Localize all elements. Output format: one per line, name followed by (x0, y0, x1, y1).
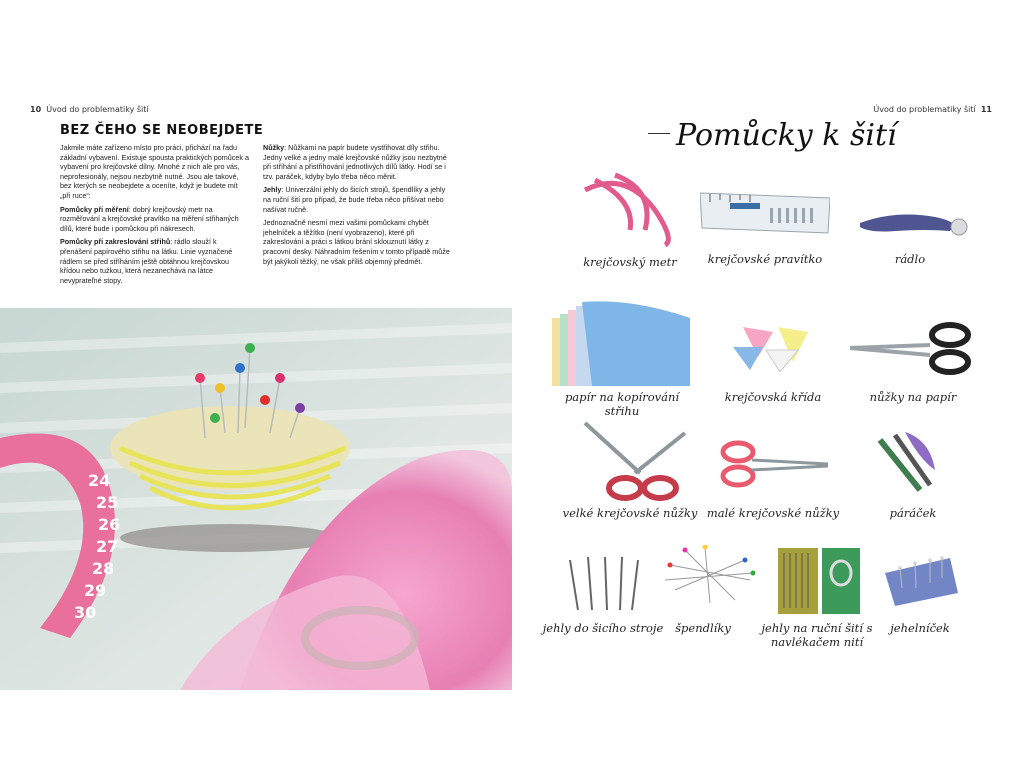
page-number-right: 11 (980, 105, 992, 114)
tape-number: 30 (74, 603, 97, 622)
label-small-scissors: malé krejčovské nůžky (706, 506, 840, 520)
running-head-right (873, 105, 992, 114)
hand-needles-icon (778, 548, 860, 614)
label-large-scissors: velké krejčovské nůžky (562, 506, 698, 520)
label-ruler: krejčovské pravítko (707, 252, 823, 266)
tape-measure-icon (575, 170, 685, 250)
small-scissors-icon (720, 440, 830, 490)
paragraph: Jednoznačně nesmí mezi vašimi pomůckami chybět jehelníček a těžítko (není vyobrazeno), které při zakreslování a práci s látkou brání sklouznutí látky z pracovní desky. Náhradním řešením v tomto případě může být jakýkoli těžký, ne však příliš objemný předmět. (263, 218, 450, 266)
label-paper-scissors: nůžky na papír (869, 390, 957, 404)
tape-number: 24 (88, 471, 111, 490)
paper-scissors-icon (850, 320, 975, 375)
label-seam-ripper: páráček (889, 506, 937, 520)
paragraph: Jakmile máte zařízeno místo pro práci, přichází na řadu základní vybavení. Existuje spousta praktických pomůcek a vybavení pro krejčovské dílny. Mnohé z nich ale pro vás, neprofesionály, nejsou nezbytně nutné. Jsou ale takové, bez kterých se neobejdete a oceníte, když je budete mít „při ruce“: (60, 143, 249, 200)
label-tracing-paper: papír na kopírování střihu (564, 390, 680, 418)
text-column-1 (60, 143, 250, 289)
tracing-paper-icon (552, 298, 692, 388)
large-scissors-icon (580, 418, 690, 503)
tape-number: 26 (98, 515, 121, 534)
paragraph: Jehly: Univerzální jehly do šicích strojů, špendlíky a jehly na ruční šití pro případ, že bude třeba něco přišívat nebo našívat ručně. (263, 185, 446, 214)
pincushion-photo (0, 308, 512, 690)
machine-needles-icon (560, 555, 645, 615)
pincushion-icon (880, 548, 960, 608)
label-tracing-wheel: rádlo (894, 252, 926, 266)
section-heading: BEZ ČEHO SE NEOBEJDETE (60, 123, 264, 138)
paragraph: Pomůcky při zakreslování střihů: rádlo slouží k přenášení papírového střihu na látku. Linie vyznačené rádlem se před stříháním ještě obtáhnou krejčovskou křídou nebo tužkou, která nezanechává na látce nevyprateľné stopy. (60, 237, 233, 285)
label-machine-needles: jehly do šicího stroje (542, 621, 664, 635)
label-pins: špendlíky (675, 621, 731, 635)
label-hand-needles: jehly na ruční šití s navlékačem nití (761, 621, 873, 649)
tape-number: 27 (96, 537, 119, 556)
running-head-left (30, 105, 149, 114)
running-head-left-text: Úvod do problematiky šití (46, 105, 149, 114)
label-tape-measure: krejčovský metr (583, 255, 677, 269)
paragraph: Pomůcky při měření: dobrý krejčovský metr na rozměřování a krejčovské pravítko na měření střihaných dílů, které bude i pomůckou při nákresech. (60, 204, 239, 233)
tape-number: 25 (96, 493, 119, 512)
tape-number: 28 (92, 559, 115, 578)
paragraph: Nůžky: Nůžkami na papír budete vystřihovat díly střihu. Jedny velké a jedny malé krejčovské nůžky jsou nezbytné při stříhání a přistřihování jednotlivých dílů látky. Hodí se i tzv. paráček, kdyby bylo třeba něco měnit. (263, 143, 447, 181)
pins-icon (665, 545, 755, 605)
running-head-right-text: Úvod do problematiky šití (873, 105, 976, 114)
tracing-wheel-icon (855, 205, 970, 240)
title-arrow-icon (648, 133, 670, 134)
ruler-icon (700, 188, 830, 238)
seam-ripper-icon (870, 430, 945, 495)
text-column-2 (263, 143, 453, 270)
tailors-chalk-icon (728, 322, 818, 372)
label-tailors-chalk: krejčovská křída (724, 390, 822, 404)
tape-number: 29 (84, 581, 107, 600)
label-pincushion: jehelníček (890, 621, 950, 635)
page-title: Pomůcky k šití (676, 118, 897, 153)
page-number-left: 10 (30, 105, 42, 114)
